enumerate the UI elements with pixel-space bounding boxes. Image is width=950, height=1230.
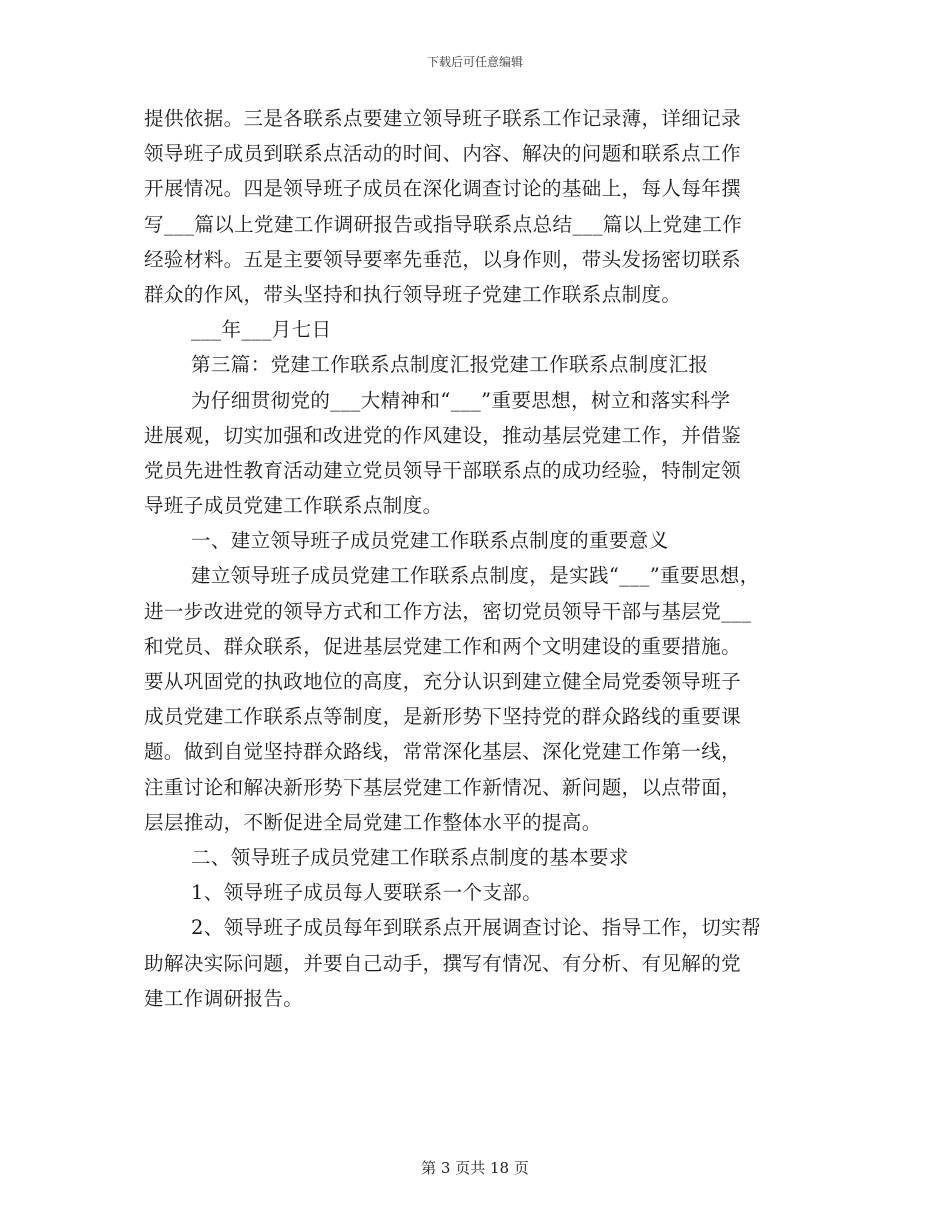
list-item: 2、领导班子成员每年到联系点开展调查讨论、指导工作，切实帮: [191, 916, 762, 940]
document-body: [144, 101, 816, 1016]
text-line: 注重讨论和解决新形势下基层党建工作新情况、新问题，以点带面，: [144, 775, 742, 799]
section-title: 第三篇：党建工作联系点制度汇报党建工作联系点制度汇报: [191, 353, 709, 377]
text-line: 助解决实际问题，并要自己动手，撰写有情况、有分析、有见解的党: [144, 951, 742, 975]
section-heading: 一、建立领导班子成员党建工作联系点制度的重要意义: [191, 529, 669, 553]
text-line: 题。做到自觉坚持群众路线，常常深化基层、深化党建工作第一线，: [144, 740, 742, 764]
text-line: 成员党建工作联系点等制度，是新形势下坚持党的群众路线的重要课: [144, 705, 742, 729]
text-line: 为仔细贯彻党的___大精神和“___”重要思想，树立和落实科学: [191, 388, 731, 412]
page-footer: 第 3 页共 18 页: [421, 1159, 529, 1177]
section-heading: 二、领导班子成员党建工作联系点制度的基本要求: [191, 845, 629, 869]
text-line: 提供依据。三是各联系点要建立领导班子联系工作记录薄，详细记录: [144, 107, 742, 130]
text-line: 建立领导班子成员党建工作联系点制度，是实践“___”重要思想，: [191, 564, 760, 588]
text-line: 群众的作风，带头坚持和执行领导班子党建工作联系点制度。: [144, 282, 682, 306]
text-line: 导班子成员党建工作联系点制度。: [144, 494, 443, 518]
date-line: ___年___月七日: [191, 318, 332, 342]
text-line: 进一步改进党的领导方式和工作方法，密切党员领导干部与基层党___: [144, 599, 752, 623]
page-header: 下载后可任意编辑: [426, 55, 523, 69]
text-line: 建工作调研报告。: [144, 986, 304, 1010]
text-line: 经验材料。五是主要领导要率先垂范，以身作则，带头发扬密切联系: [144, 247, 742, 271]
text-line: 层层推动，不断促进全局党建工作整体水平的提高。: [144, 810, 602, 834]
text-line: 进展观，切实加强和改进党的作风建设，推动基层党建工作，并借鉴: [144, 423, 742, 447]
text-line: 和党员、群众联系，促进基层党建工作和两个文明建设的重要措施。: [144, 634, 742, 658]
text-line: 开展情况。四是领导班子成员在深化调查讨论的基础上，每人每年撰: [144, 177, 742, 201]
text-line: 写___篇以上党建工作调研报告或指导联系点总结___篇以上党建工作: [144, 212, 743, 236]
list-item: 1、领导班子成员每人要联系一个支部。: [191, 881, 543, 905]
text-line: 要从巩固党的执政地位的高度，充分认识到建立健全局党委领导班子: [144, 670, 742, 693]
text-line: 党员先进性教育活动建立党员领导干部联系点的成功经验，特制定领: [144, 458, 742, 482]
text-line: 领导班子成员到联系点活动的时间、内容、解决的问题和联系点工作: [144, 142, 742, 166]
